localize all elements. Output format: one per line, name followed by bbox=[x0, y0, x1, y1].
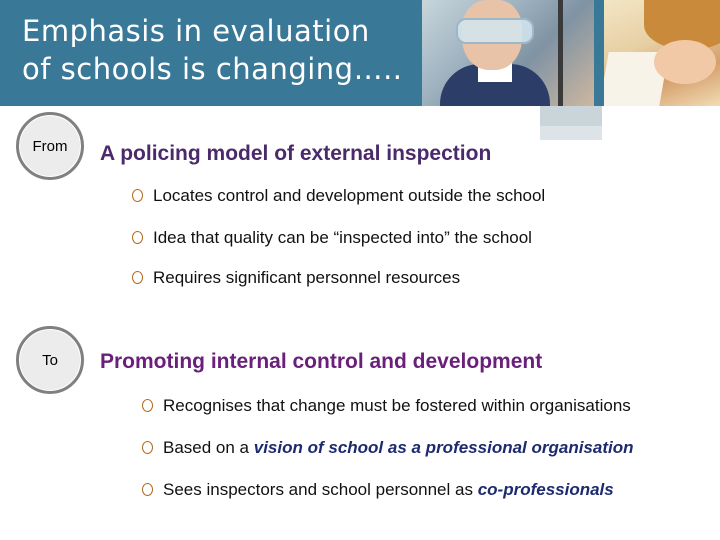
from-bullet bbox=[132, 268, 460, 288]
bullet-text: Requires significant personnel resources bbox=[153, 268, 461, 287]
child-cheek bbox=[654, 40, 716, 84]
bullet-text: Recognises that change must be fostered within organisations bbox=[163, 396, 631, 415]
circle-bullet-icon bbox=[142, 399, 153, 412]
child-writing-photo bbox=[604, 0, 720, 106]
from-circle bbox=[16, 112, 84, 180]
science-lab-photo bbox=[422, 0, 594, 106]
bullet-text: Sees inspectors and school personnel as bbox=[163, 480, 478, 499]
bullet-emphasis: vision of school as a professional organisation bbox=[253, 438, 634, 457]
decorative-strip bbox=[540, 106, 602, 126]
circle-bullet-icon bbox=[132, 271, 143, 284]
from-heading: A policing model of external inspection bbox=[100, 142, 492, 165]
decorative-strip-light bbox=[540, 126, 602, 140]
bullet-text: Based on a bbox=[163, 438, 254, 457]
circle-bullet-icon bbox=[132, 231, 143, 244]
slide-title: Emphasis in evaluation of schools is changing….. bbox=[22, 14, 403, 86]
from-bullet bbox=[132, 228, 532, 248]
to-bullet bbox=[142, 480, 614, 500]
to-bullet bbox=[142, 438, 634, 458]
from-label: From bbox=[32, 137, 68, 155]
from-bullet bbox=[132, 186, 545, 206]
circle-bullet-icon bbox=[142, 483, 153, 496]
to-label: To bbox=[42, 351, 58, 369]
circle-bullet-icon bbox=[132, 189, 143, 202]
lab-stand bbox=[558, 0, 563, 106]
to-circle bbox=[16, 326, 84, 394]
circle-bullet-icon bbox=[142, 441, 153, 454]
bullet-emphasis: co-professionals bbox=[477, 480, 614, 499]
safety-goggles bbox=[456, 18, 534, 44]
bullet-text: Locates control and development outside the school bbox=[153, 186, 546, 205]
to-bullet bbox=[142, 396, 631, 416]
bullet-text: Idea that quality can be “inspected into” the school bbox=[153, 228, 532, 247]
to-heading: Promoting internal control and development bbox=[100, 350, 543, 373]
